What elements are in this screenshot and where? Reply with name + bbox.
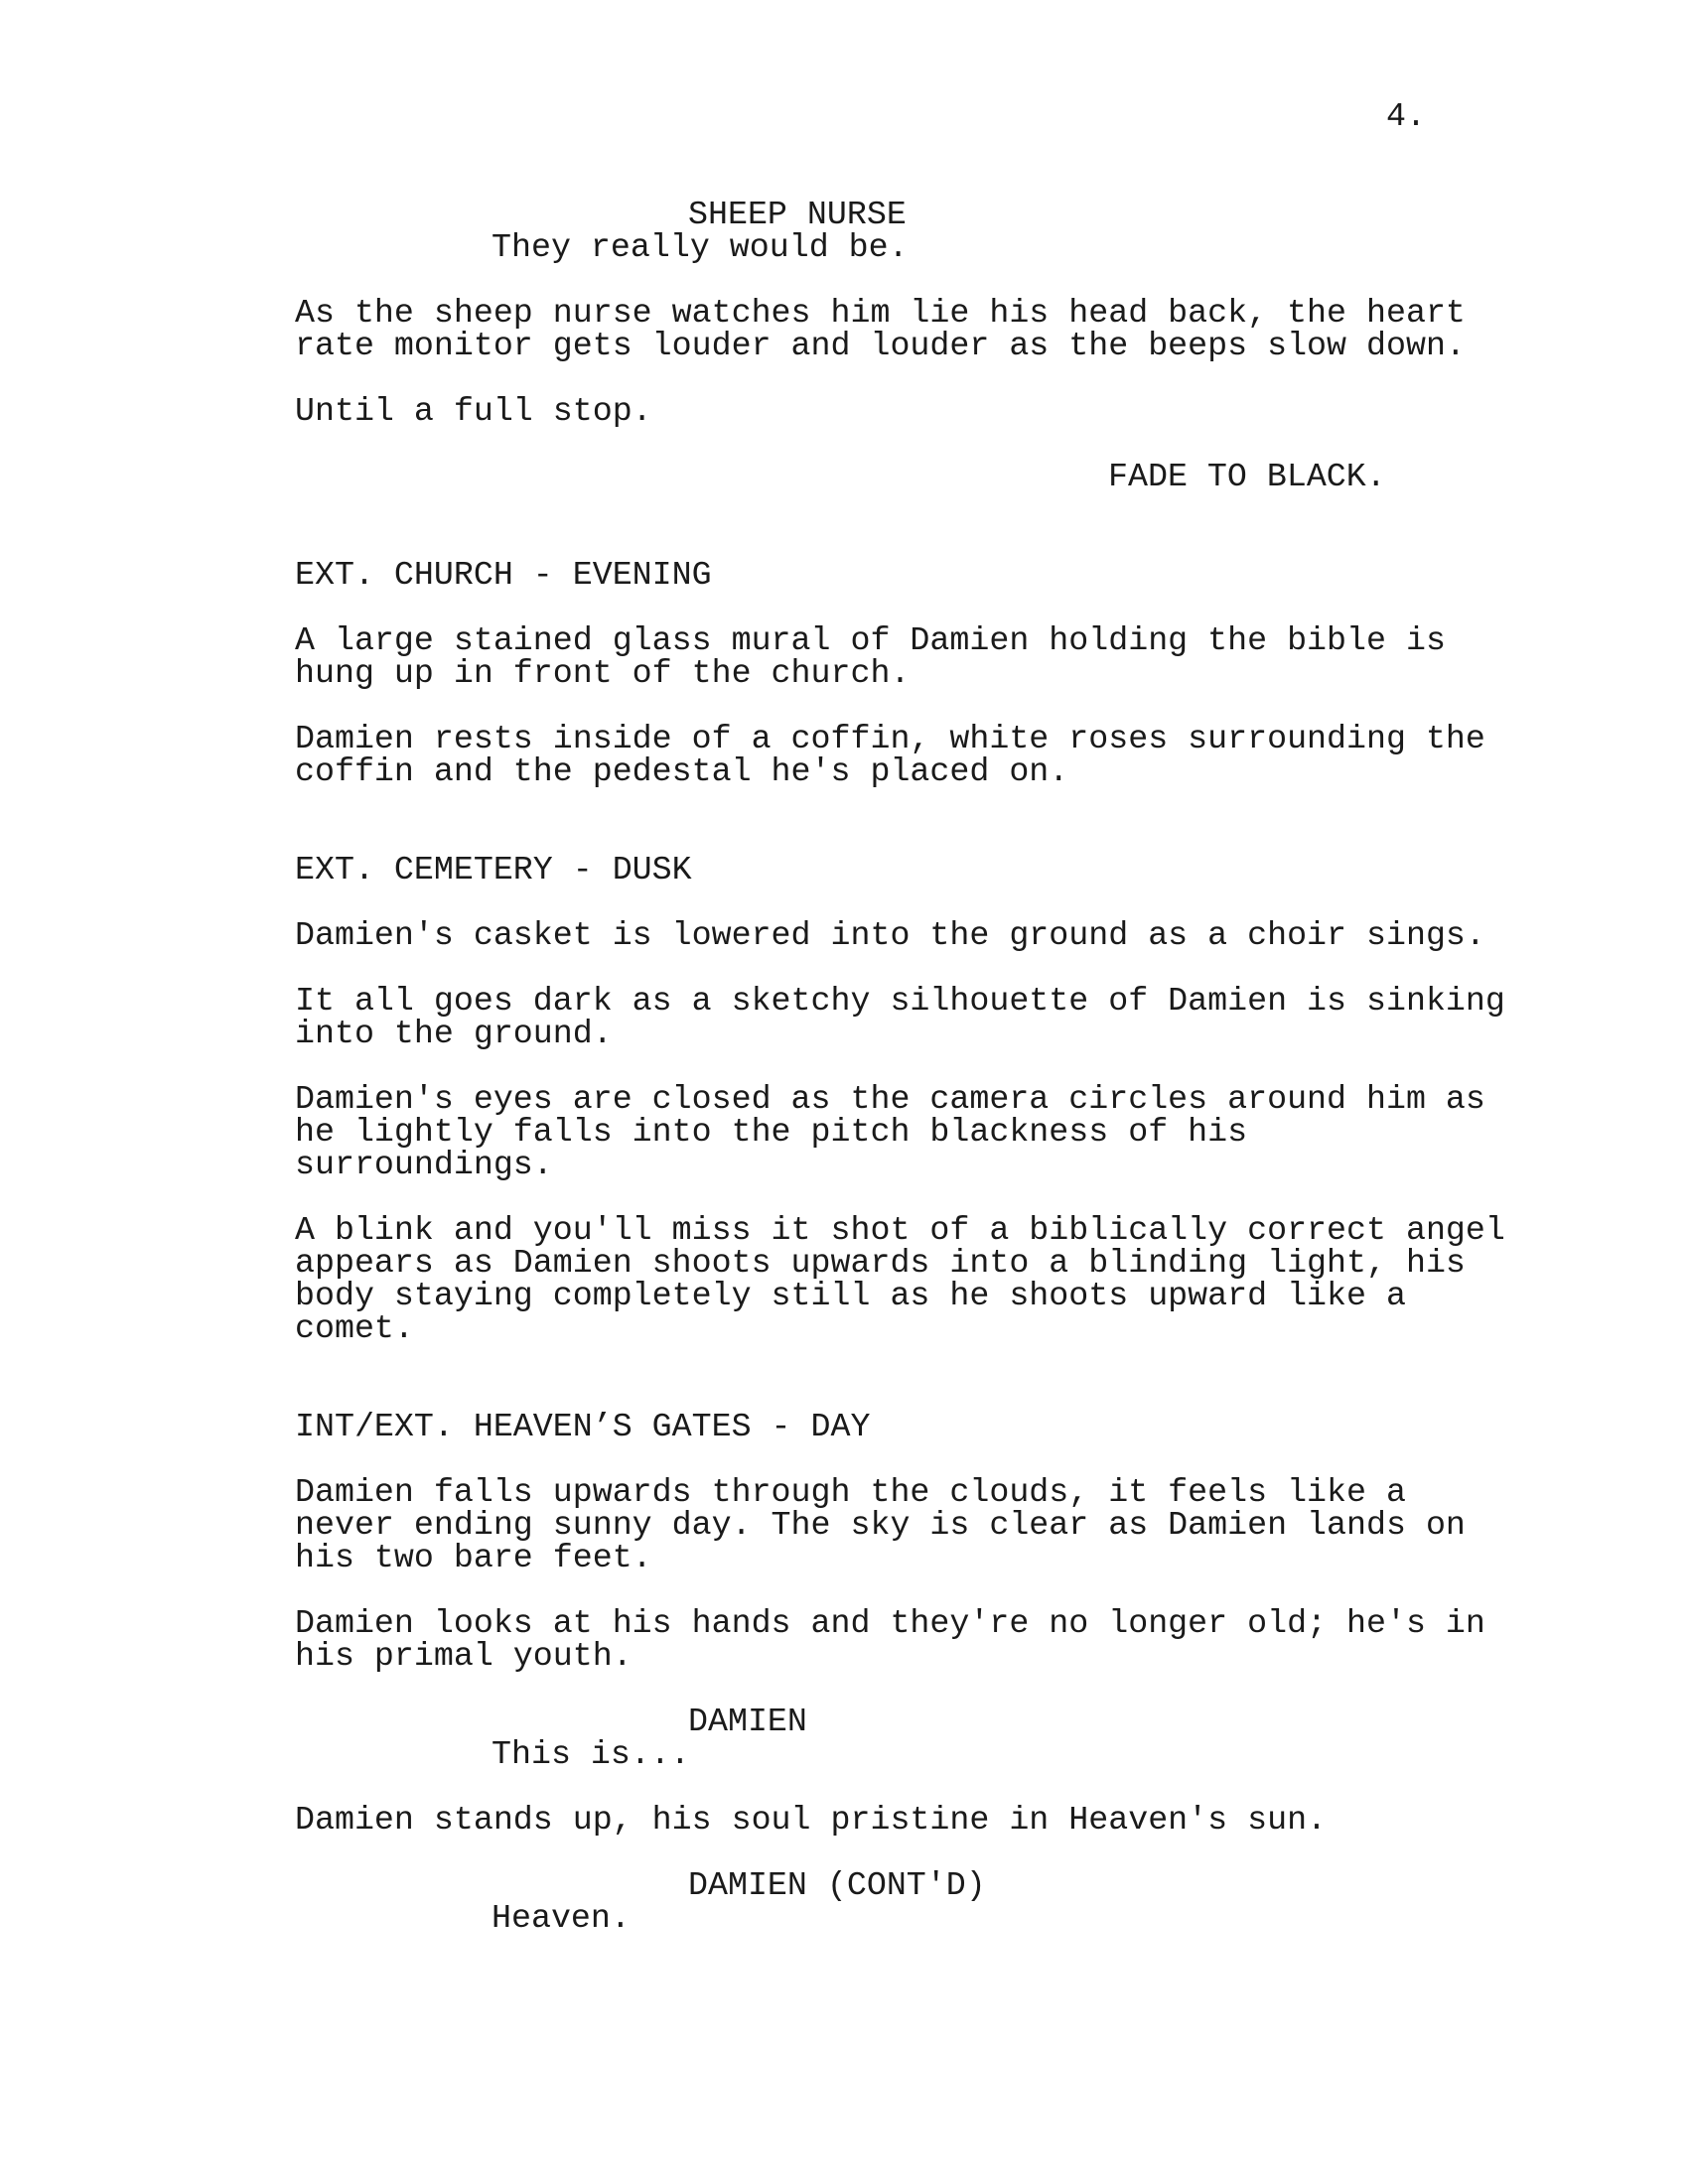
dialogue-line: This is... [492,1735,690,1773]
action-line: hung up in front of the church. [295,654,911,692]
action-line: his primal youth. [295,1637,633,1675]
action-line: Damien's eyes are closed as the camera circles around him as [295,1080,1485,1118]
action-line: A blink and you'll miss it shot of a biblically correct angel [295,1211,1505,1249]
action-line: Damien rests inside of a coffin, white roses surrounding the [295,720,1485,757]
action-line: It all goes dark as a sketchy silhouette of Damien is sinking [295,982,1505,1020]
dialogue-line: Heaven. [492,1899,631,1937]
action-line: appears as Damien shoots upwards into a blinding light, his [295,1244,1466,1282]
action-line: Damien falls upwards through the clouds, it feels like a [295,1473,1406,1511]
scene-heading: EXT. CEMETERY - DUSK [295,851,692,888]
dialogue-line: They really would be. [492,228,909,266]
action-line: Damien stands up, his soul pristine in Heaven's sun. [295,1801,1328,1839]
action-line: Damien looks at his hands and they're no longer old; he's in [295,1604,1485,1642]
action-line: his two bare feet. [295,1539,652,1576]
action-line: rate monitor gets louder and louder as the beeps slow down. [295,327,1466,364]
character-name: DAMIEN (CONT'D) [688,1866,986,1904]
action-line: comet. [295,1309,414,1347]
character-name: SHEEP NURSE [688,196,907,233]
action-line: As the sheep nurse watches him lie his head back, the heart [295,294,1466,332]
action-line: into the ground. [295,1015,613,1052]
page-number: 4. [1386,97,1426,135]
action-line: never ending sunny day. The sky is clear as Damien lands on [295,1506,1466,1544]
scene-heading: EXT. CHURCH - EVENING [295,556,712,594]
action-line: surroundings. [295,1146,553,1183]
action-line: Damien's casket is lowered into the ground as a choir sings. [295,916,1485,954]
action-line: A large stained glass mural of Damien holding the bible is [295,621,1446,659]
action-line: he lightly falls into the pitch blackness of his [295,1113,1248,1151]
character-name: DAMIEN [688,1703,807,1740]
action-line: body staying completely still as he shoots upward like a [295,1277,1406,1314]
action-line: Until a full stop. [295,392,652,430]
scene-heading: INT/EXT. HEAVEN’S GATES - DAY [295,1408,871,1445]
action-line: coffin and the pedestal he's placed on. [295,752,1069,790]
transition: FADE TO BLACK. [1108,458,1386,495]
